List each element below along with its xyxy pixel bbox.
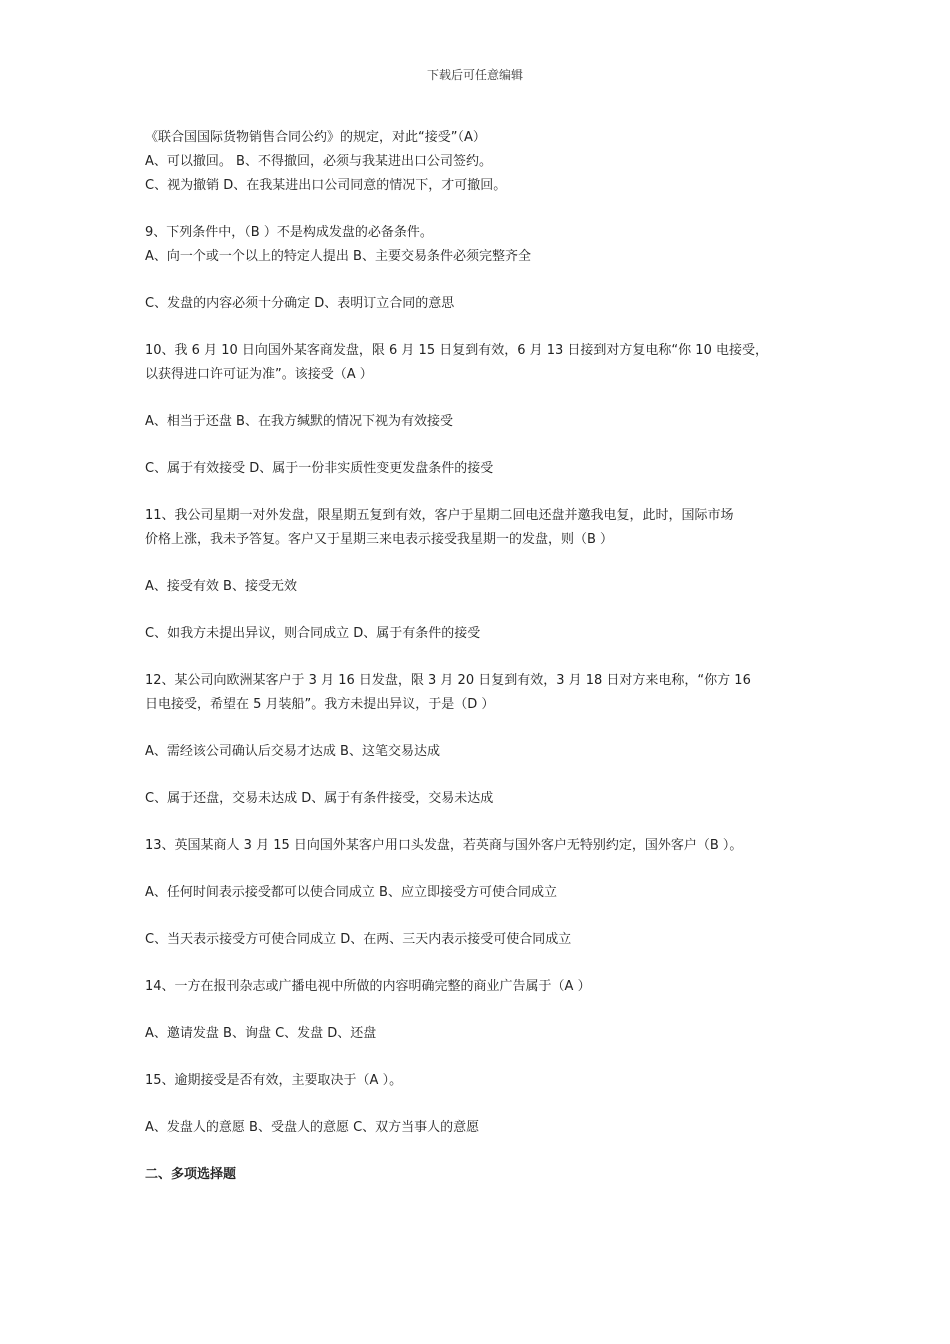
question-11-options-ab: A、接受有效 B、接受无效 (145, 579, 297, 594)
question-8-options-cd: C、视为撤销 D、在我某进出口公司同意的情况下，才可撤回。 (145, 178, 507, 193)
question-9-options-cd: C、发盘的内容必须十分确定 D、表明订立合同的意思 (145, 296, 455, 311)
question-14-stem: 14、一方在报刊杂志或广播电视中所做的内容明确完整的商业广告属于（A ） (145, 979, 591, 994)
question-12-options-cd: C、属于还盘，交易未达成 D、属于有条件接受，交易未达成 (145, 791, 494, 806)
question-12-options-ab: A、需经该公司确认后交易才达成 B、这笔交易达成 (145, 744, 440, 759)
question-10-options-cd: C、属于有效接受 D、属于一份非实质性变更发盘条件的接受 (145, 461, 494, 476)
question-9-stem: 9、下列条件中，（B ）不是构成发盘的必备条件。 (145, 225, 433, 240)
question-10-options-ab: A、相当于还盘 B、在我方缄默的情况下视为有效接受 (145, 414, 453, 429)
question-13-options-ab: A、任何时间表示接受都可以使合同成立 B、应立即接受方可使合同成立 (145, 885, 557, 900)
section-heading: 二、多项选择题 (145, 1167, 237, 1182)
question-15-options: A、发盘人的意愿 B、受盘人的意愿 C、双方当事人的意愿 (145, 1120, 480, 1135)
question-15-stem: 15、逾期接受是否有效，主要取决于（A ）。 (145, 1073, 403, 1088)
question-14-options: A、邀请发盘 B、询盘 C、发盘 D、还盘 (145, 1026, 377, 1041)
question-13-options-cd: C、当天表示接受方可使合同成立 D、在两、三天内表示接受可使合同成立 (145, 932, 572, 947)
question-11-stem-line2: 价格上涨，我未予答复。客户又于星期三来电表示接受我星期一的发盘，则（B ） (145, 532, 614, 547)
question-8-options-ab: A、可以撤回。 B、不得撤回，必须与我某进出口公司签约。 (145, 154, 492, 169)
question-13-stem: 13、英国某商人 3 月 15 日向国外某客户用口头发盘，若英商与国外客户无特别约定，国外客户（B ）。 (145, 838, 743, 853)
question-9-options-ab: A、向一个或一个以上的特定人提出 B、主要交易条件必须完整齐全 (145, 249, 531, 264)
page-header: 下载后可任意编辑 (426, 68, 523, 82)
question-8-stem: 《联合国国际货物销售合同公约》的规定，对此“接受”（A） (145, 130, 486, 145)
document-body (145, 126, 815, 1187)
question-12-stem-line1: 12、某公司向欧洲某客户于 3 月 16 日发盘，限 3 月 20 日复到有效，3 月 18 日对方来电称，“你方 16 (145, 673, 751, 688)
question-11-stem-line1: 11、我公司星期一对外发盘，限星期五复到有效，客户于星期二回电还盘并邀我电复，此时，国际市场 (145, 508, 734, 523)
question-10-stem-line2: 以获得进口许可证为准”。该接受（A ） (145, 367, 373, 382)
question-10-stem-line1: 10、我 6 月 10 日向国外某客商发盘，限 6 月 15 日复到有效，6 月 13 日接到对方复电称“你 10 电接受， (145, 343, 768, 358)
question-12-stem-line2: 日电接受，希望在 5 月装船”。我方未提出异议，于是（D ） (145, 697, 495, 712)
question-11-options-cd: C、如我方未提出异议，则合同成立 D、属于有条件的接受 (145, 626, 481, 641)
